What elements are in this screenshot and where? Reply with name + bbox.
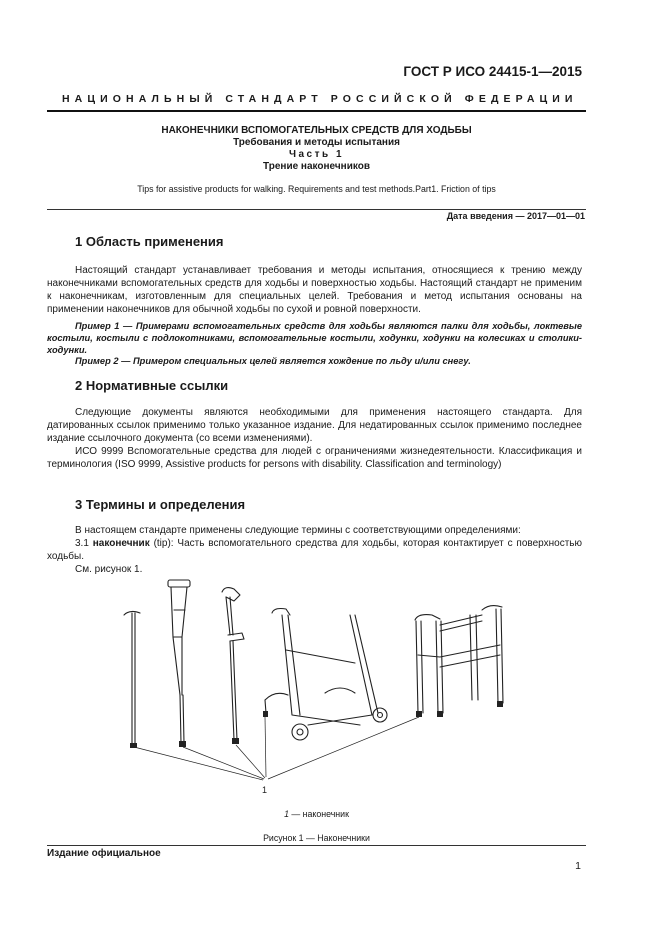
figure-legend (47, 809, 586, 819)
footer-divider (47, 845, 586, 846)
underarm-crutch-drawing (168, 580, 190, 747)
walking-frame-drawing (415, 606, 503, 717)
section-1-paragraph: Настоящий стандарт устанавливает требования и методы испытания, относящиеся к трению между наконечниками вспомогательных средств для ходьбы и поверхностью ходьбы. Настоящий стандарт не применим к наконечникам, изготовленным для специальных целей. Требования и метод испытания основаны на применении наконечников для обычной ходьбы по сухой и ровной поверхности. (47, 265, 582, 315)
cane-drawing (124, 611, 140, 748)
part-label: Часть 1 (288, 149, 345, 160)
forearm-crutch-drawing (222, 588, 244, 744)
example-2: Пример 2 — Примером специальных целей является хождение по льду и/или снегу. (75, 356, 471, 366)
section-2-heading: 2 Нормативные ссылки (75, 378, 229, 393)
term-definition (47, 537, 582, 563)
section-3-paragraph-1: В настоящем стандарте применены следующие термины с соответствующими определениями: (75, 525, 521, 536)
section-2-paragraph-2: ИСО 9999 Вспомогательные средства для людей с ограничениями жизнедеятельности. Классификация и терминология (ISO 9999, Assistive products for persons with disability. Classification and terminology) (47, 446, 582, 470)
date-divider (47, 209, 586, 210)
section-1-heading: 1 Область применения (75, 234, 224, 249)
document-subtitle: Требования и методы испытания (233, 137, 400, 148)
top-divider (47, 110, 586, 112)
see-figure-reference: См. рисунок 1. (75, 564, 143, 575)
section-2-paragraph-1: Следующие документы являются необходимыми для применения настоящего стандарта. Для датированных ссылок применимо только указанное издание. Для недатированных ссылок применимо последнее издание ссылочного документа (со всеми изменениями). (47, 407, 582, 444)
document-title: НАКОНЕЧНИКИ ВСПОМОГАТЕЛЬНЫХ СРЕДСТВ ДЛЯ ХОДЬБЫ (161, 125, 472, 136)
term-name: наконечник (92, 538, 150, 549)
legend-number: 1 (284, 809, 289, 819)
figure-callout-number: 1 (262, 785, 268, 795)
term-number: 3.1 (75, 538, 89, 549)
gost-number: ГОСТ Р ИСО 24415-1—2015 (403, 64, 582, 79)
rollator-drawing (263, 609, 387, 741)
part-title: Трение наконечников (263, 161, 370, 172)
edition-label: Издание официальное (47, 848, 161, 859)
introduction-date: Дата введения — 2017—01—01 (446, 211, 585, 221)
page-number: 1 (575, 860, 581, 872)
english-title: Tips for assistive products for walking. Requirements and test methods.Part1. Friction of tips (137, 184, 496, 194)
figure-walking-aids (110, 575, 540, 805)
figure-caption: Рисунок 1 — Наконечники (263, 833, 370, 843)
term-definition-text: (tip): Часть вспомогательного средства для ходьбы, которая контактирует с поверхностью ходьбы. (47, 538, 582, 562)
national-standard-banner: НАЦИОНАЛЬНЫЙ СТАНДАРТ РОССИЙСКОЙ ФЕДЕРАЦИИ (62, 93, 578, 105)
legend-text: — наконечник (291, 809, 349, 819)
section-3-heading: 3 Термины и определения (75, 497, 246, 512)
example-1: Пример 1 — Примерами вспомогательных средств для ходьбы являются палки для ходьбы, локтевые костыли, костыли с подлокотниками, вспомогательные костыли, ходунки, ходунки на колесиках и столики-ходунки. (47, 321, 582, 355)
callout-leader-lines (134, 717, 419, 780)
